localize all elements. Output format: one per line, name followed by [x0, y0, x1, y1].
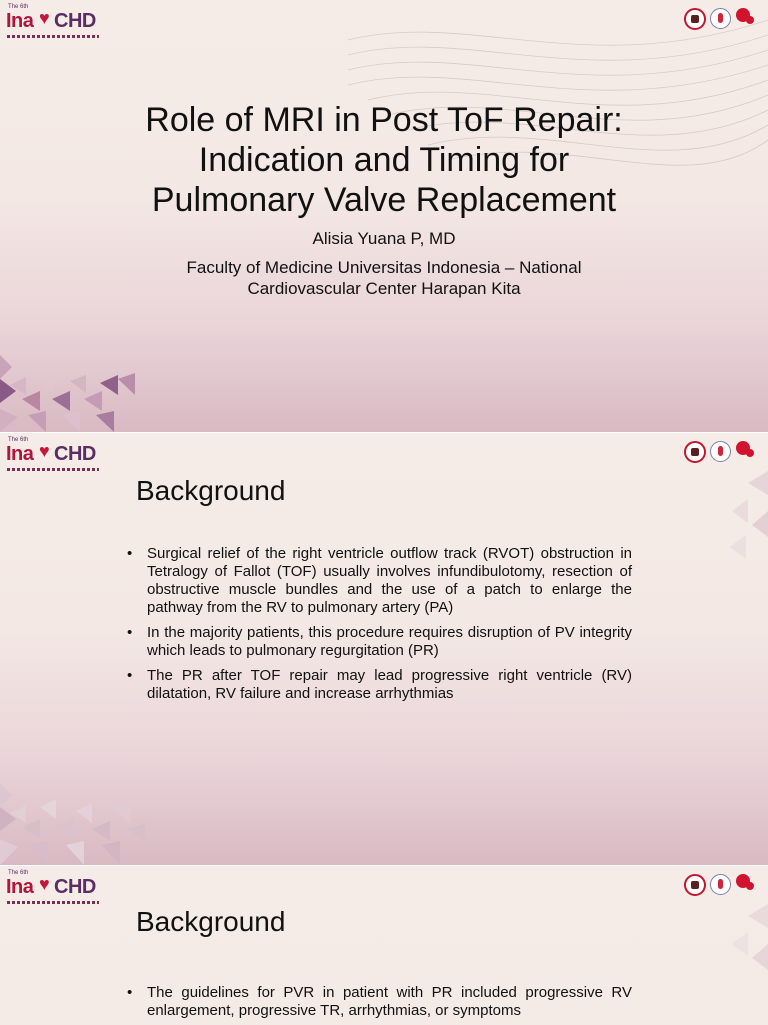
logo-brand-right: CHD — [54, 876, 96, 898]
heart-icon: ♥ — [39, 8, 50, 28]
inachd-logo — [6, 437, 102, 475]
author-name: Alisia Yuana P, MD — [312, 229, 456, 248]
partner-badges — [684, 8, 760, 34]
association-logo-icon — [736, 874, 758, 896]
logo-underline — [7, 468, 99, 471]
hospital-seal-icon — [684, 874, 706, 896]
slide-heading: Background — [136, 475, 286, 506]
title-line: Role of MRI in Post ToF Repair: — [145, 101, 623, 139]
association-logo-icon — [736, 441, 758, 463]
title-line: Indication and Timing for — [198, 141, 570, 179]
logo-prefix: The 6th — [8, 4, 29, 10]
slide-background-1 — [0, 432, 768, 865]
inachd-logo — [6, 4, 102, 42]
bullet-list — [122, 984, 632, 1025]
list-item: • The guidelines for PVR in patient with PR included progressive RV enlargement, progressive TR, arrhythmias, or symptoms — [122, 984, 632, 1020]
triangle-pattern-right — [718, 471, 768, 561]
author-affiliation — [120, 257, 648, 299]
university-seal-icon — [710, 874, 731, 895]
logo-prefix: The 6th — [8, 870, 29, 876]
heart-icon: ♥ — [39, 874, 50, 894]
partner-badges — [684, 874, 760, 900]
affiliation-line: Faculty of Medicine Universitas Indonesia – National — [186, 258, 582, 277]
inachd-logo — [6, 870, 102, 908]
hospital-seal-icon — [684, 441, 706, 463]
affiliation-line: Cardiovascular Center Harapan Kita — [247, 279, 521, 298]
slide-title-text — [40, 100, 728, 220]
triangle-pattern-right — [718, 904, 768, 994]
bullet-list — [122, 545, 632, 710]
university-seal-icon — [710, 441, 731, 462]
logo-brand-left: Ina — [6, 876, 34, 898]
hospital-seal-icon — [684, 8, 706, 30]
university-seal-icon — [710, 8, 731, 29]
list-item: • The PR after TOF repair may lead progressive right ventricle (RV) dilatation, RV failure and increase arrhythmias — [122, 667, 632, 703]
logo-underline — [7, 35, 99, 38]
slide-heading: Background — [136, 906, 286, 937]
list-item: • In the majority patients, this procedure requires disruption of PV integrity which leads to pulmonary regurgitation (PR) — [122, 624, 632, 660]
logo-underline — [7, 901, 99, 904]
slide-background-2 — [0, 865, 768, 1025]
triangle-pattern — [0, 783, 145, 865]
association-logo-icon — [736, 8, 758, 30]
heart-icon: ♥ — [39, 441, 50, 461]
logo-brand-left: Ina — [6, 443, 34, 465]
logo-brand-left: Ina — [6, 10, 34, 32]
title-line: Pulmonary Valve Replacement — [151, 181, 617, 219]
partner-badges — [684, 441, 760, 467]
logo-prefix: The 6th — [8, 437, 29, 443]
triangle-pattern — [0, 355, 135, 432]
logo-brand-right: CHD — [54, 443, 96, 465]
list-item: • Surgical relief of the right ventricle outflow track (RVOT) obstruction in Tetralogy of Fallot (TOF) usually involves infundibulotomy, resection of obstructive muscle bundles and the use of a patch to enlarge the pathway from the RV to pulmonary artery (PA) — [122, 545, 632, 617]
slide-title — [0, 0, 768, 432]
logo-brand-right: CHD — [54, 10, 96, 32]
